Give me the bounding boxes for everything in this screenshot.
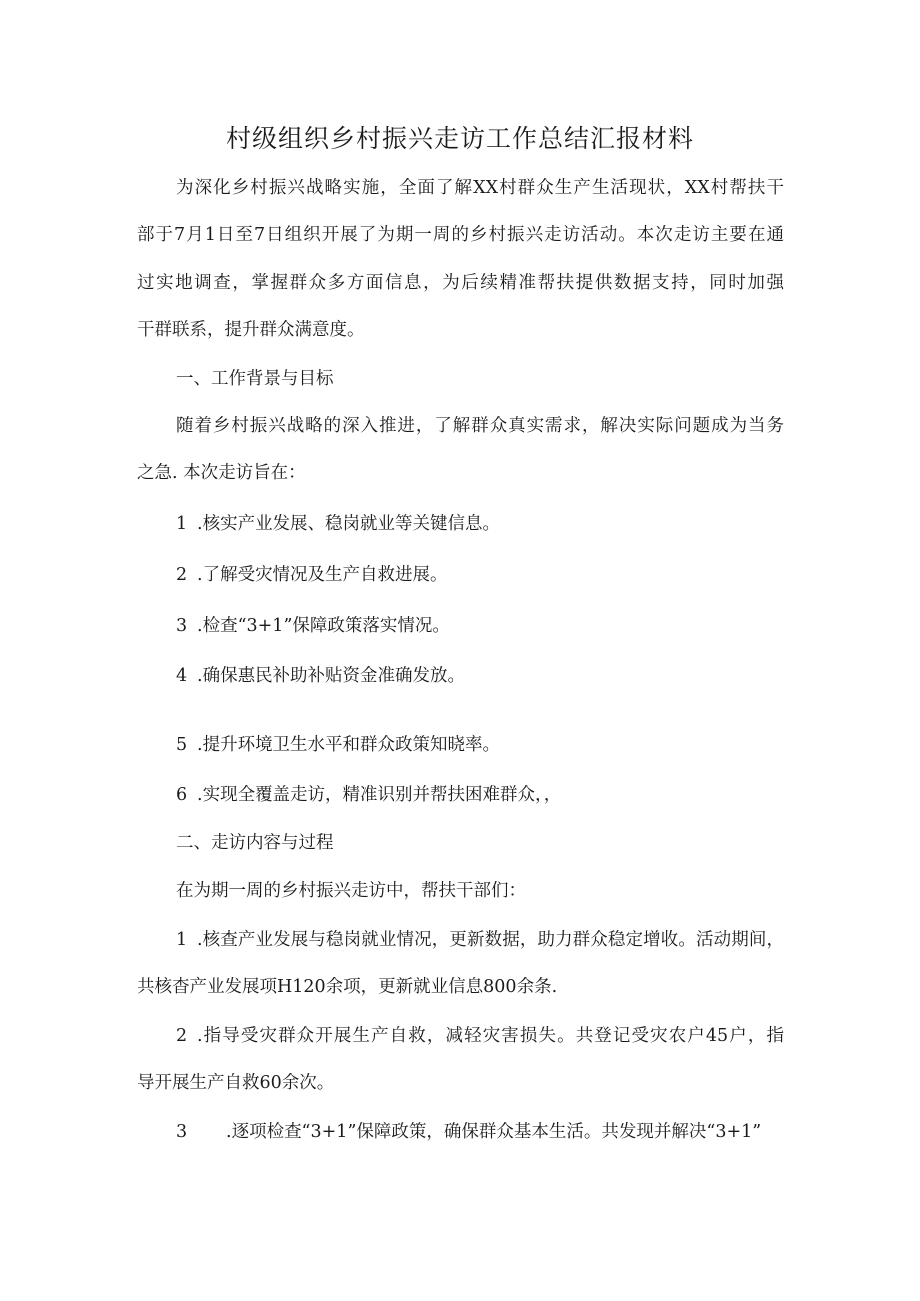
intro-line-3: 过实地调查，掌握群众多方面信息，为后续精准帮扶提供数据支持，同时加强 (137, 273, 784, 293)
intro-line-4: 干群联系，提升群众满意度。 (137, 320, 365, 340)
activity-3-line-1: .逐项检查“3+1”保障政策，确保群众基本生活。共发现并解决“3+1” (226, 1122, 762, 1142)
activity-1-number: 1 (176, 930, 188, 950)
section1-para-line-1: 随着乡村振兴战略的深入推进，了解群众真实需求，解决实际问题成为当务 (176, 416, 784, 436)
activity-1-line-2: 共核杳产业发展项H120余项，更新就业信息800余条. (137, 977, 558, 997)
activity-3-number: 3 (176, 1122, 188, 1142)
goal-3-text: .检查“3+1”保障政策落实情况。 (197, 616, 450, 636)
activity-2-line-2: 导开展生产自救60余次。 (137, 1073, 335, 1093)
section2-heading: 二、走访内容与过程 (176, 833, 334, 853)
activity-2-number: 2 (176, 1026, 188, 1046)
section1-para-line-2: 之急. 本次走访旨在： (137, 463, 306, 483)
goal-5-number: 5 (176, 735, 188, 755)
goal-4-number: 4 (176, 666, 188, 686)
section2-lead: 在为期一周的乡村振兴走访中，帮扶干部们： (176, 881, 526, 901)
activity-1-line-1: .核查产业发展与稳岗就业情况，更新数据，助力群众稳定增收。活动期间， (197, 930, 784, 950)
intro-line-1: 为深化乡村振兴战略实施，全面了解XX村群众生产生活现状，XX村帮扶干 (176, 178, 784, 198)
goal-4-text: .确保惠民补助补贴资金准确发放。 (197, 666, 466, 686)
goal-2-text: .了解受灾情况及生产自救进展。 (197, 565, 448, 585)
intro-line-2: 部于7月1日至7日组织开展了为期一周的乡村振兴走访活动。本次走访主要在通 (137, 225, 784, 245)
document-title: 村级组织乡村振兴走访工作总结汇报材料 (225, 124, 694, 153)
goal-6-number: 6 (176, 785, 188, 805)
goal-1-number: 1 (176, 514, 188, 534)
goal-6-text: .实现全覆盖走访，精准识别并帮扶困难群众，， (197, 785, 562, 805)
goal-5-text: .提升环境卫生水平和群众政策知晓率。 (197, 735, 501, 755)
goal-1-text: .核实产业发展、稳岗就业等关键信息。 (197, 514, 501, 534)
activity-2-line-1: .指导受灾群众开展生产自救，减轻灾害损失。共登记受灾农户45户，指 (197, 1026, 784, 1046)
goal-3-number: 3 (176, 616, 188, 636)
goal-2-number: 2 (176, 565, 188, 585)
section1-heading: 一、工作背景与目标 (176, 369, 334, 389)
